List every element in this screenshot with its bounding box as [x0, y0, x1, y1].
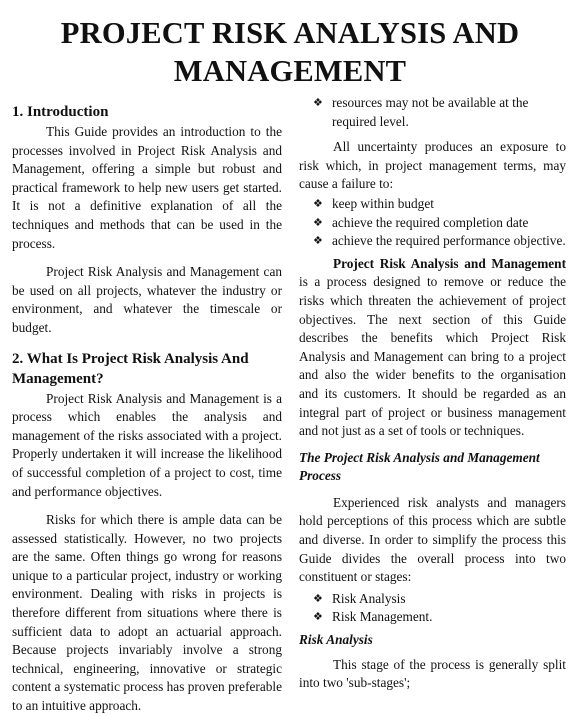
list-item: [299, 232, 566, 251]
intro-paragraph-2: Project Risk Analysis and Management can be used on all projects, whatever the industry or environment, and whatever the timescale or budget.: [12, 264, 282, 335]
section-2-heading: 2. What Is Project Risk Analysis And Management?: [12, 350, 249, 387]
list-item: [299, 590, 566, 609]
bullet-text: achieve the required completion date: [332, 214, 529, 230]
prm-paragraph-text: is a process designed to remove or reduce the risks which threaten the achievement of project objectives. The next section of this Guide describes the benefits which Project Risk Analysis and Management can bring to a project and also the wider benefits to the organisation and its customers. It should be regarded as an integral part of project or business management and not just as a set of tools or techniques.: [299, 274, 566, 439]
what-is-paragraph-1: Project Risk Analysis and Management is a process which enables the analysis and management of the risks associated with a project. Properly undertaken it will increase the likelihood of successful completion of a project to cost, time and performance objectives.: [12, 390, 282, 499]
uncertainty-paragraph: All uncertainty produces an exposure to risk which, in project management terms, may cause a failure to:: [299, 139, 566, 192]
section-1-heading: 1. Introduction: [12, 104, 109, 120]
prm-bold-term: Project Risk Analysis and Management: [333, 255, 566, 271]
diamond-bullet-icon: ❖: [313, 197, 323, 210]
bullet-text: Risk Analysis: [332, 590, 406, 606]
list-item: [299, 214, 566, 233]
list-item: [299, 94, 566, 131]
intro-paragraph-1: This Guide provides an introduction to the processes involved in Project Risk Analysis and Management, offering a simple but robust and practical framework to help new users get started. It is not a definitive explanation of all the techniques and methods that can be used in the process.: [12, 124, 282, 251]
what-is-paragraph-2: Risks for which there is ample data can be assessed statistically. However, no two projects are the same. Often things go wrong for reasons unique to a particular project, industry or working environment. Dealing with risks in projects is therefore different from situations where there is sufficient data to adopt an actuarial approach. Because projects invariably involve a strong technical, engineering, innovative or strategic content a systematic process has proven preferable to an intuitive approach.: [12, 512, 282, 714]
process-subheading: The Project Risk Analysis and Management Process: [299, 449, 540, 484]
bullet-text: Risk Management.: [332, 609, 433, 625]
diamond-bullet-icon: ❖: [313, 235, 323, 248]
risk-analysis-heading: Risk Analysis: [299, 632, 373, 648]
bullet-text: resources may not be available at the required level.: [332, 95, 529, 129]
list-item: [299, 195, 566, 214]
prm-paragraph: [299, 255, 566, 441]
bullet-text: keep within budget: [332, 195, 434, 211]
diamond-bullet-icon: ❖: [313, 216, 323, 229]
stage-bullet-list: [299, 590, 566, 627]
stage-paragraph: This stage of the process is generally split into two 'sub-stages';: [299, 656, 566, 691]
document-title: [0, 14, 580, 90]
bullet-text: achieve the required performance objective.: [332, 233, 566, 249]
diamond-bullet-icon: ❖: [313, 611, 323, 624]
experienced-paragraph: Experienced risk analysts and managers hold perceptions of this process which are subtle and diverse. In order to simplify the process this Guide divides the overall process into two constituent or stages:: [299, 494, 566, 585]
diamond-bullet-icon: ❖: [313, 97, 323, 109]
continued-bullet-list: [299, 94, 566, 131]
left-column: [12, 100, 282, 716]
right-column: [299, 94, 566, 693]
diamond-bullet-icon: ❖: [313, 592, 323, 605]
failure-bullet-list: [299, 195, 566, 251]
title-line-1: PROJECT RISK ANALYSIS AND: [60, 16, 520, 50]
title-line-2: MANAGEMENT: [173, 54, 407, 88]
